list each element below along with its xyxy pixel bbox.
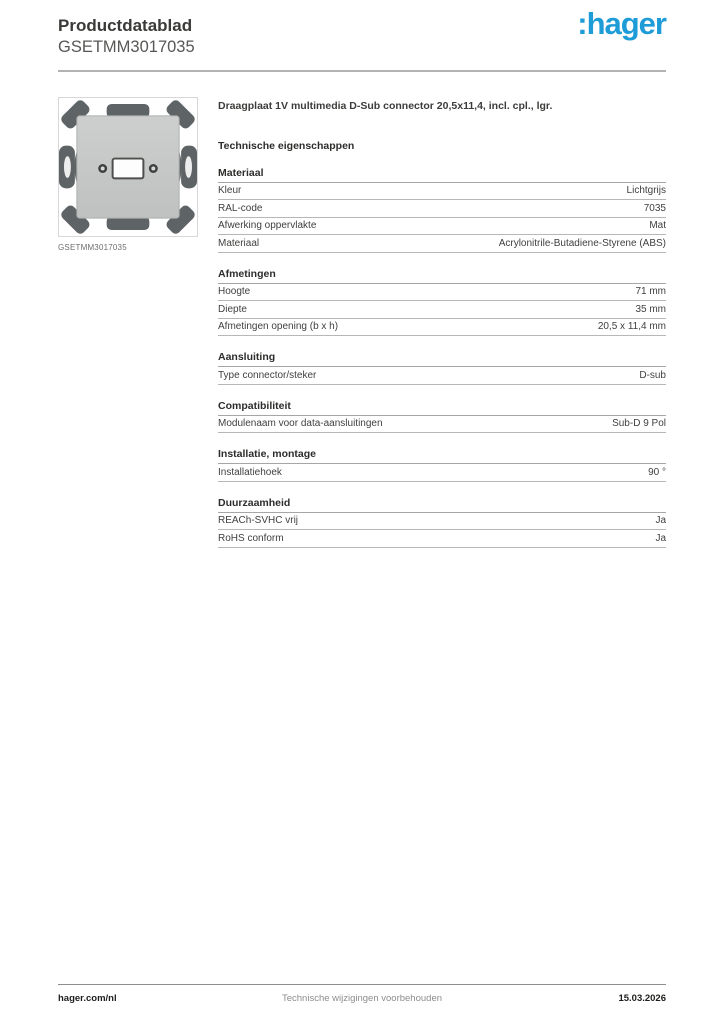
spec-section <box>218 497 666 548</box>
specs-heading: Technische eigenschappen <box>218 139 355 152</box>
spec-value: 90 ° <box>648 466 666 478</box>
spec-label: Materiaal <box>218 237 260 249</box>
spec-section <box>218 167 666 253</box>
spec-label: REACh-SVHC vrij <box>218 515 299 527</box>
spec-label: Modulenaam voor data-aansluitingen <box>218 418 383 430</box>
spec-value: Acrylonitrile-Butadiene-Styrene (ABS) <box>498 237 666 249</box>
spec-row <box>218 513 666 531</box>
spec-label: Kleur <box>218 185 242 197</box>
page-title: Productdatablad <box>58 16 193 35</box>
spec-value: Mat <box>649 220 666 232</box>
spec-label: Installatiehoek <box>218 466 282 478</box>
spec-section-title: Afmetingen <box>218 268 666 284</box>
spec-row <box>218 319 666 337</box>
footer-website-link[interactable]: hager.com/nl <box>58 993 117 1004</box>
product-name: Draagplaat 1V multimedia D-Sub connector 20,5x11,4, incl. cpl., lgr. <box>218 99 553 112</box>
footer-date: 15.03.2026 <box>618 993 666 1004</box>
product-image <box>58 97 198 237</box>
spec-row <box>218 530 666 548</box>
spec-value: 20,5 x 11,4 mm <box>597 321 666 333</box>
spec-row <box>218 183 666 201</box>
spec-row <box>218 218 666 236</box>
spec-row <box>218 235 666 253</box>
spec-value: 35 mm <box>635 303 666 315</box>
specs-column <box>218 97 666 548</box>
spec-value: 71 mm <box>635 286 666 298</box>
header <box>58 0 666 72</box>
spec-section-title: Materiaal <box>218 167 666 183</box>
spec-value: Ja <box>655 515 666 527</box>
spec-section <box>218 351 666 385</box>
product-image-column <box>58 97 198 548</box>
spec-section <box>218 268 666 337</box>
footer-disclaimer: Technische wijzigingen voorbehouden <box>281 993 443 1004</box>
hager-logo: :hager <box>577 6 666 41</box>
spec-row <box>218 464 666 482</box>
spec-label: RoHS conform <box>218 532 284 544</box>
spec-row <box>218 200 666 218</box>
spec-row <box>218 301 666 319</box>
spec-row <box>218 284 666 302</box>
spec-label: Hoogte <box>218 286 251 298</box>
spec-row <box>218 416 666 434</box>
header-product-code: GSETMM3017035 <box>58 37 195 56</box>
header-divider <box>58 70 666 72</box>
spec-section <box>218 400 666 434</box>
spec-label: Afwerking oppervlakte <box>218 220 317 232</box>
product-image-caption: GSETMM3017035 <box>58 242 127 252</box>
spec-section-title: Aansluiting <box>218 351 666 367</box>
cover-plate-illustration <box>59 98 197 236</box>
main-content <box>58 97 666 548</box>
spec-sections <box>218 167 666 548</box>
spec-row <box>218 367 666 385</box>
spec-value: Sub-D 9 Pol <box>612 418 666 430</box>
spec-value: Lichtgrijs <box>626 185 666 197</box>
spec-section-title: Duurzaamheid <box>218 497 666 513</box>
footer <box>58 984 666 1004</box>
spec-value: D-sub <box>639 369 666 381</box>
spec-value: 7035 <box>643 202 666 214</box>
spec-label: RAL-code <box>218 202 263 214</box>
spec-label: Type connector/steker <box>218 369 317 381</box>
spec-section-title: Compatibiliteit <box>218 400 666 416</box>
spec-section-title: Installatie, montage <box>218 448 666 464</box>
spec-value: Ja <box>655 532 666 544</box>
spec-label: Diepte <box>218 303 247 315</box>
spec-label: Afmetingen opening (b x h) <box>218 321 339 333</box>
spec-section <box>218 448 666 482</box>
